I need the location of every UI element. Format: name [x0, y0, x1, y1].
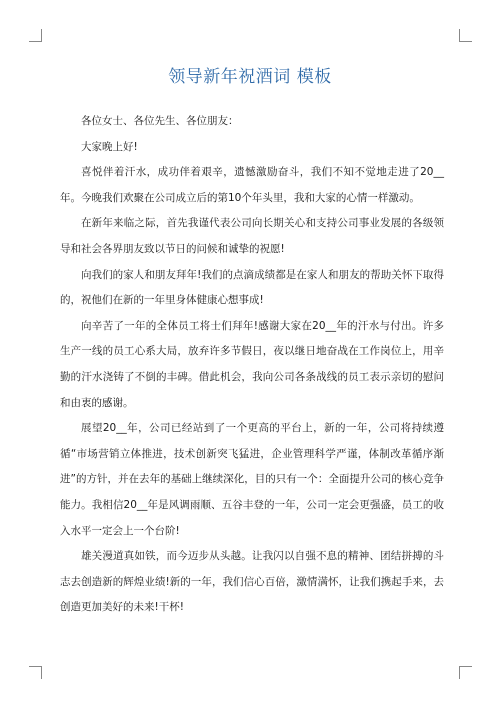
paragraph-greeting: 大家晚上好! — [81, 140, 138, 153]
crop-mark-top-right — [459, 29, 472, 42]
crop-mark-bottom-left — [29, 666, 42, 679]
document-body — [60, 109, 444, 621]
paragraph: 喜悦伴着汗水，成功伴着艰辛，遗憾激励奋斗，我们不知不觉地走进了20__年。今晚我们欢聚在公司成立后的第10个年头里，我和大家的心情一样激动。 — [60, 166, 444, 204]
paragraph: 在新年来临之际，首先我谨代表公司向长期关心和支持公司事业发展的各级领导和社会各界朋友致以节日的问候和诚挚的祝愿! — [60, 217, 444, 255]
document-title: 领导新年祝酒词 模板 — [168, 67, 332, 87]
crop-mark-bottom-right — [459, 666, 472, 679]
paragraph: 展望20__年，公司已经站到了一个更高的平台上，新的一年，公司将持续遵循“市场营销立体推进，技术创新突飞猛进，企业管理科学严谨，体制改革循序渐进”的方针，并在去年的基础上继续深化，目的只有一个：全面提升公司的核心竞争能力。我相信20__年是风调雨顺、五谷丰登的一年，公司一定会更强盛，员工的收入水平一定会上一个台阶! — [60, 422, 444, 537]
paragraph-closing: 雄关漫道真如铁，而今迈步从头越。让我闪以自强不息的精神、团结拼搏的斗志去创造新的辉煌业绩!新的一年，我们信心百倍，激情满怀，让我们携起手来，去创造更加美好的未来!干杯! — [60, 550, 444, 614]
paragraph: 向辛苦了一年的全体员工将士们拜年!感谢大家在20__年的汗水与付出。许多生产一线的员工心系大局，放弃许多节假日，夜以继日地奋战在工作岗位上，用辛勤的汗水浇铸了不倒的丰碑。借此机会，我向公司各条战线的员工表示亲切的慰问和由衷的感谢。 — [60, 319, 444, 409]
crop-mark-top-left — [29, 29, 42, 42]
paragraph: 向我们的家人和朋友拜年!我们的点滴成绩都是在家人和朋友的帮助关怀下取得的，祝他们在新的一年里身体健康心想事成! — [60, 268, 444, 307]
paragraph-salutation: 各位女士、各位先生、各位朋友： — [81, 115, 239, 127]
